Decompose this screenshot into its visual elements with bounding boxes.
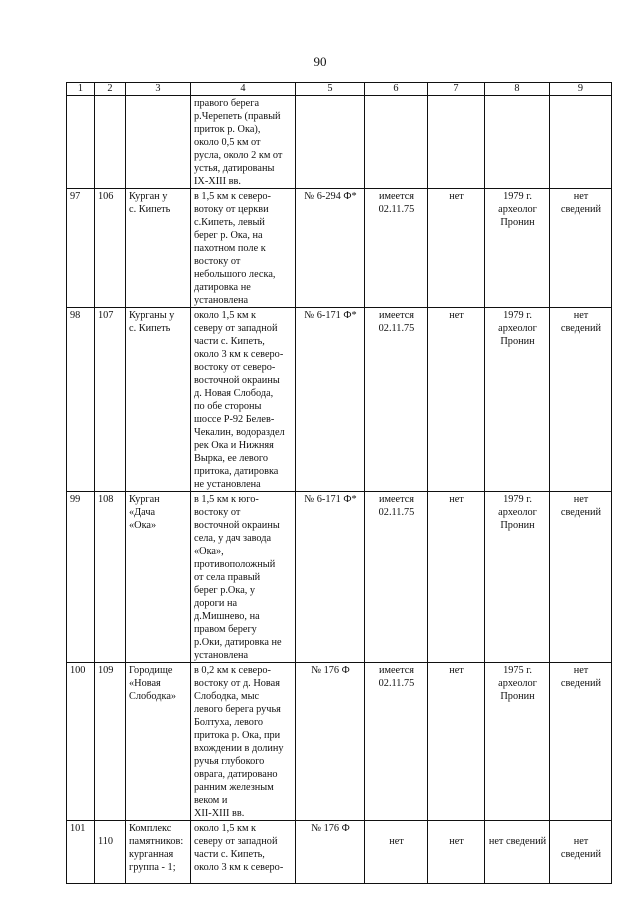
protection-cell: нет	[428, 492, 485, 663]
protection-cell: нет	[428, 821, 485, 884]
monument-name-cell: Городище «Новая Слободка»	[126, 663, 191, 821]
row-number-cell: 98	[67, 308, 95, 492]
info-cell: нет сведений	[550, 492, 612, 663]
column-number: 1	[67, 83, 95, 96]
table-row	[67, 308, 612, 492]
passport-cell: нет	[365, 821, 428, 884]
document-cell: № 176 Ф	[296, 821, 365, 884]
info-cell: нет сведений	[550, 308, 612, 492]
registry-number-cell: 110	[95, 821, 126, 884]
protection-cell: нет	[428, 189, 485, 308]
page-number: 90	[313, 54, 327, 69]
column-number: 4	[191, 83, 296, 96]
monuments-registry-table	[66, 82, 612, 884]
column-number-row	[67, 83, 612, 96]
location-cell: около 1,5 км к северу от западной части с. Кипеть, около 3 км к северо- востоку от северо- восточной окраины д. Новая Слобода, по обе стороны шоссе Р-92 Белев- Чекалин, водораздел рек Ока и Нижняя Вырка, ее левого притока, датировка не установлена	[191, 308, 296, 492]
research-cell: 1975 г. археолог Пронин	[485, 663, 550, 821]
passport-cell: имеется 02.11.75	[365, 492, 428, 663]
research-cell: 1979 г. археолог Пронин	[485, 189, 550, 308]
row-number-cell: 97	[67, 189, 95, 308]
passport-cell	[365, 96, 428, 189]
monument-name-cell: Курганы у с. Кипеть	[126, 308, 191, 492]
research-cell	[485, 96, 550, 189]
column-number: 6	[365, 83, 428, 96]
registry-number-cell: 108	[95, 492, 126, 663]
table-row	[67, 189, 612, 308]
table-row	[67, 663, 612, 821]
research-cell: 1979 г. археолог Пронин	[485, 308, 550, 492]
column-number: 5	[296, 83, 365, 96]
row-number-cell	[67, 96, 95, 189]
info-cell	[550, 96, 612, 189]
registry-number-cell	[95, 96, 126, 189]
table-row	[67, 492, 612, 663]
location-cell: в 1,5 км к северо- вотоку от церкви с.Кипеть, левый берег р. Ока, на пахотном поле к востоку от небольшого леска, датировка не установлена	[191, 189, 296, 308]
info-cell: нет сведений	[550, 663, 612, 821]
passport-cell: имеется 02.11.75	[365, 663, 428, 821]
protection-cell	[428, 96, 485, 189]
location-cell: в 0,2 км к северо- востоку от д. Новая Слободка, мыс левого берега ручья Болтуха, левого притока р. Ока, при вхождении в долину ручья глубокого оврага, датировано ранним железным веком и XII-XIII вв.	[191, 663, 296, 821]
monument-name-cell: Курган у с. Кипеть	[126, 189, 191, 308]
registry-number-cell: 106	[95, 189, 126, 308]
location-cell: в 1,5 км к юго- востоку от восточной окраины села, у дач завода «Ока», противоположный от села правый берег р.Ока, у дороги на д.Мишнево, на правом берегу р.Оки, датировка не установлена	[191, 492, 296, 663]
table-row	[67, 96, 612, 189]
monument-name-cell: Курган «Дача «Ока»	[126, 492, 191, 663]
column-number: 7	[428, 83, 485, 96]
location-cell: правого берега р.Черепеть (правый приток р. Ока), около 0,5 км от русла, около 2 км от устья, датированы IX-XIII вв.	[191, 96, 296, 189]
table-row	[67, 821, 612, 884]
row-number-cell: 99	[67, 492, 95, 663]
monument-name-cell	[126, 96, 191, 189]
row-number-cell: 101	[67, 821, 95, 884]
column-number: 8	[485, 83, 550, 96]
document-cell: № 6-171 Ф*	[296, 492, 365, 663]
row-number-cell: 100	[67, 663, 95, 821]
protection-cell: нет	[428, 308, 485, 492]
registry-number-cell: 109	[95, 663, 126, 821]
location-cell: около 1,5 км к северу от западной части с. Кипеть, около 3 км к северо-	[191, 821, 296, 884]
protection-cell: нет	[428, 663, 485, 821]
info-cell: нет сведений	[550, 821, 612, 884]
column-number: 3	[126, 83, 191, 96]
document-cell	[296, 96, 365, 189]
document-cell: № 6-294 Ф*	[296, 189, 365, 308]
column-number: 2	[95, 83, 126, 96]
research-cell: 1979 г. археолог Пронин	[485, 492, 550, 663]
document-cell: № 176 Ф	[296, 663, 365, 821]
column-number: 9	[550, 83, 612, 96]
info-cell: нет сведений	[550, 189, 612, 308]
monument-name-cell: Комплекс памятников: курганная группа - 1;	[126, 821, 191, 884]
research-cell: нет сведений	[485, 821, 550, 884]
document-cell: № 6-171 Ф*	[296, 308, 365, 492]
registry-number-cell: 107	[95, 308, 126, 492]
passport-cell: имеется 02.11.75	[365, 308, 428, 492]
passport-cell: имеется 02.11.75	[365, 189, 428, 308]
